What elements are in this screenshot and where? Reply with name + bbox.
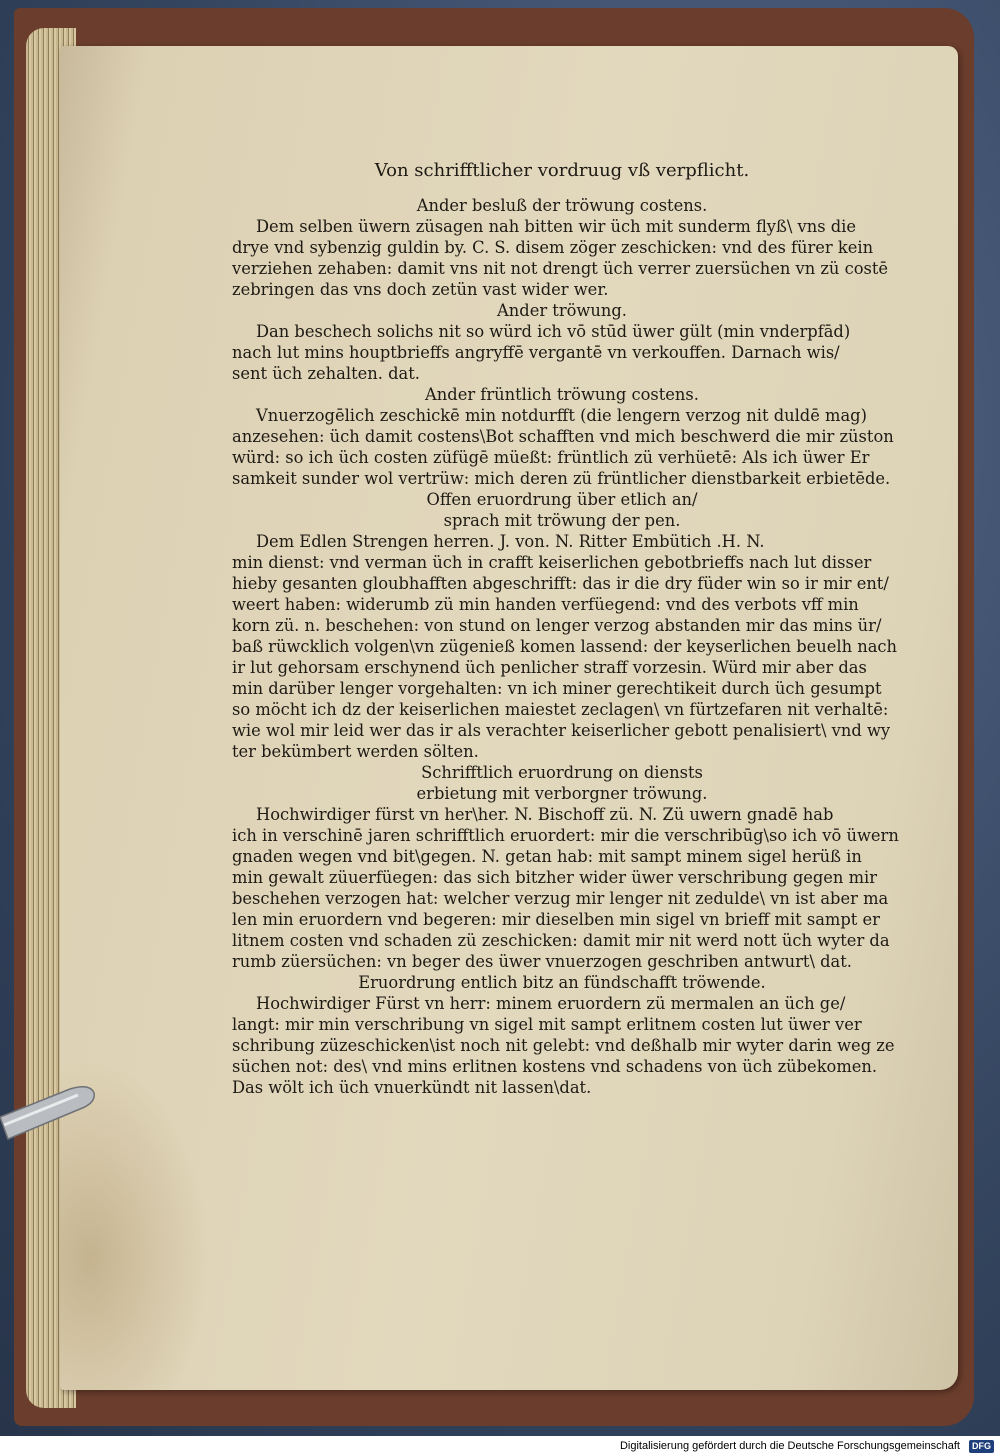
footer-credit: Digitalisierung gefördert durch die Deutsche Forschungsgemeinschaft <box>619 1440 960 1453</box>
text-line: so möcht ich dz der keiserlichen maiestet zeclagen\ vn fürtzefaren nit verhaltē: <box>232 700 889 719</box>
section-title: Ander früntlich tröwung costens. <box>425 385 699 404</box>
footer <box>0 1436 1000 1456</box>
page-heading: Von schrifftlicher vordruug vß verpflicht. <box>374 160 750 181</box>
section-title: Schrifftlich eruordrung on diensts <box>421 763 703 782</box>
text-line: ir lut gehorsam erschynend üch penlicher straff vorzesin. Würd mir aber das <box>232 658 867 677</box>
text-line: würd: so ich üch costen züfügē müeßt: früntlich zü verhüetē: Als ich üwer Er <box>232 448 870 467</box>
text-line: süchen not: des\ vnd mins erlitnen kostens vnd schadens von üch zübekomen. <box>232 1057 878 1076</box>
text-line: len min eruordern vnd begeren: mir dieselben min sigel vn brieff mit sampt er <box>232 910 880 929</box>
section-title: erbietung mit verborgner tröwung. <box>416 784 708 803</box>
letter-sections <box>232 195 899 1098</box>
text-line: sent üch zehalten. dat. <box>232 364 420 383</box>
text-line: drye vnd sybenzig guldin by. C. S. disem zöger zeschicken: vnd des fürer kein <box>232 238 874 257</box>
text-line: Hochwirdiger fürst vn her\her. N. Bischoff zü. N. Zü uwern gnadē hab <box>256 805 834 824</box>
text-line: verziehen zehaben: damit vns nit not drengt üch verrer zuersüchen vn zü costē <box>232 259 889 278</box>
text-line: Vnuerzogēlich zeschickē min notdurfft (die lengern verzog nit duldē mag) <box>256 406 867 425</box>
text-line: anzesehen: üch damit costens\Bot schafften vnd mich beschwerd die mir züston <box>232 427 894 446</box>
text-line: nach lut mins houptbrieffs angryffē vergantē vn verkouffen. Darnach wis/ <box>232 343 840 362</box>
text-line: min dienst: vnd verman üch in crafft keiserlichen gebotbrieffs nach lut disser <box>232 553 872 572</box>
text-line: weert haben: widerumb zü min handen verfüegend: vnd des verbots vff min <box>232 595 859 614</box>
text-line: litnem costen vnd schaden zü zeschicken: damit mir nit werd nott üch wyter da <box>232 931 890 950</box>
text-line: Dan beschech solichs nit so würd ich vō stūd üwer gült (min vnderpfād) <box>256 322 851 341</box>
page-pointer-icon <box>0 1075 100 1145</box>
text-line: Das wölt ich üch vnuerkündt nit lassen\dat. <box>232 1078 592 1097</box>
text-line: ter bekümbert werden sölten. <box>232 742 479 761</box>
text-line: langt: mir min verschribung vn sigel mit sampt erlitnem costen lut üwer ver <box>232 1015 862 1034</box>
text-line: ich in verschinē jaren schrifftlich eruordert: mir die verschribūg\so ich vō üwern <box>232 826 899 845</box>
text-line: gnaden wegen vnd bit\gegen. N. getan hab: mit sampt minem sigel herüß in <box>232 847 862 866</box>
section-title: Ander besluß der tröwung costens. <box>416 196 708 215</box>
text-line: beschehen verzogen hat: welcher verzug mir lenger nit zedulde\ vn ist aber ma <box>232 889 889 908</box>
section-title: Offen eruordrung über etlich an/ <box>426 490 698 509</box>
text-line: rumb züersüchen: vn beger des üwer vnuerzogen geschriben antwurt\ dat. <box>232 952 852 971</box>
text-line: wie wol mir leid wer das ir als verachter keiserlicher gebott penalisiert\ vnd wy <box>232 721 891 740</box>
page-text <box>232 160 899 1098</box>
dfg-logo-icon: DFG <box>969 1440 994 1453</box>
section-title: Eruordrung entlich bitz an fündschafft tröwende. <box>358 973 766 992</box>
text-line: min darüber lenger vorgehalten: vn ich miner gerechtikeit durch üch gesumpt <box>232 679 882 698</box>
text-line: korn zü. n. beschehen: von stund on lenger verzog abstanden mir das mins ür/ <box>232 616 882 635</box>
text-line: Hochwirdiger Fürst vn herr: minem eruordern zü mermalen an üch ge/ <box>256 994 846 1013</box>
text-line: Dem selben üwern züsagen nah bitten wir üch mit sunderm flyß\ vns die <box>256 217 857 236</box>
text-line: min gewalt züuerfüegen: das sich bitzher wider üwer verschribung gegen mir <box>232 868 878 887</box>
section-title: sprach mit tröwung der pen. <box>443 511 681 530</box>
text-line: Dem Edlen Strengen herren. J. von. N. Ritter Embütich .H. N. <box>256 532 765 551</box>
text-line: schribung züzeschicken\ist noch nit gelebt: vnd deßhalb mir wyter darin weg ze <box>232 1036 895 1055</box>
text-line: samkeit sunder wol vertrüw: mich deren zü früntlicher dienstbarkeit erbietēde. <box>232 469 891 488</box>
text-line: zebringen das vns doch zetün vast wider wer. <box>232 280 609 299</box>
section-title: Ander tröwung. <box>497 301 627 320</box>
text-line: baß rüwcklich volgen\vn zügenieß komen lassend: der keyserlichen beuelh nach <box>232 637 898 656</box>
text-line: hieby gesanten gloubhafften abgeschrifft: das ir die dry füder win so ir mir ent/ <box>232 574 889 593</box>
